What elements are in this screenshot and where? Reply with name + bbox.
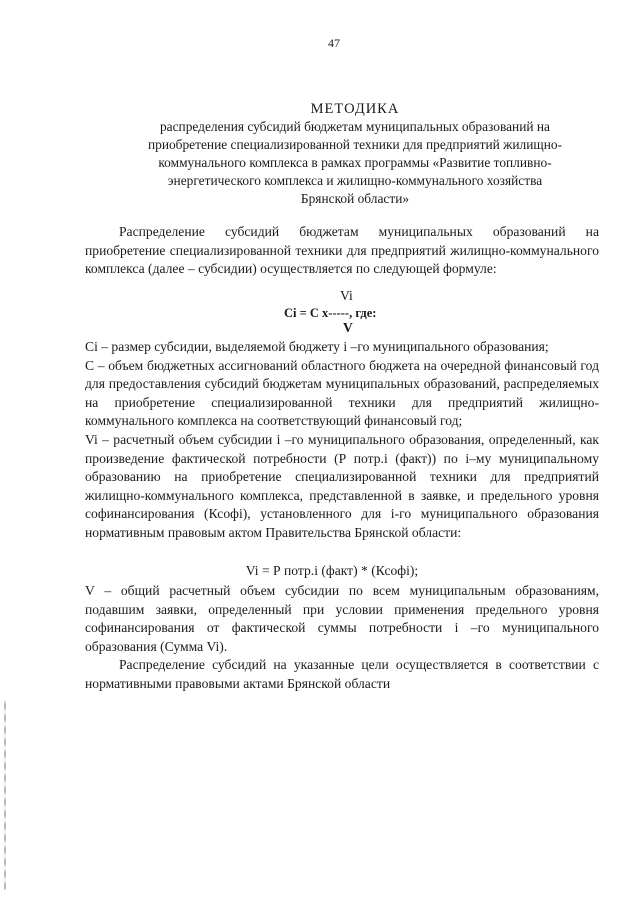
definitions-block-1 — [85, 338, 599, 543]
page-number: 47 — [328, 36, 340, 50]
vi-formula: Vi = Р потр.i (факт) * (Ксофi); — [245, 563, 419, 578]
closing-paragraph: Распределение субсидий на указанные цели осуществляется в соответствии с нормативными правовыми актами Брянской области — [85, 657, 599, 691]
title-line-5: Брянской области» — [300, 191, 410, 206]
intro-block — [85, 223, 599, 279]
definition-c: C – объем бюджетных ассигнований областного бюджета на очередной финансовый год для предоставления субсидий бюджетам муниципальных образований, распределяемых на приобретение специализированной техники для предприятий жилищно-коммунального комплекса на соответствующий финансовый год; — [85, 357, 599, 429]
title-line-4: энергетического комплекса и жилищно-коммунального хозяйства — [167, 173, 543, 188]
formula-denominator: V — [343, 320, 353, 335]
scan-margin-dots — [4, 700, 6, 890]
definition-ci: Ci – размер субсидии, выделяемой бюджету i –го муниципального образования; — [85, 339, 549, 354]
intro-paragraph: Распределение субсидий бюджетам муниципальных образований на приобретение специализированной техники для предприятий жилищно-коммунального комплекса (далее – субсидии) осуществляется по следующей формуле: — [85, 224, 599, 277]
title-main: МЕТОДИКА — [310, 101, 400, 117]
definition-vi: Vi – расчетный объем субсидии i –го муниципального образования, определенный, как произведение фактической потребности (Р потр.i (факт)) по i–му муниципальному образованию на приобретение специализированной техники для предприятий жилищно-коммунального комплекса, представленной в заявке, и предельного уровня софинансирования (Ксофi), установленного для i-го муниципального образования нормативным правовым актом Правительства Брянской области: — [85, 431, 599, 540]
formula-main: Ci = C x-----, где: — [284, 306, 377, 320]
document-title — [108, 100, 602, 208]
title-line-1: распределения субсидий бюджетам муниципальных образований на — [159, 119, 551, 134]
title-line-2: приобретение специализированной техники для предприятий жилищно- — [147, 137, 563, 152]
definition-v: V – общий расчетный объем субсидии по всем муниципальным образованиям, подавшим заявки, определенный при условии применения предельного уровня софинансирования от фактической суммы потребности i –го муниципального образования (Сумма Vi). — [85, 583, 599, 654]
title-line-3: коммунального комплекса в рамках программы «Развитие топливно- — [158, 155, 552, 170]
definitions-block-2 — [85, 582, 599, 694]
formula-numerator: Vi — [340, 288, 353, 303]
